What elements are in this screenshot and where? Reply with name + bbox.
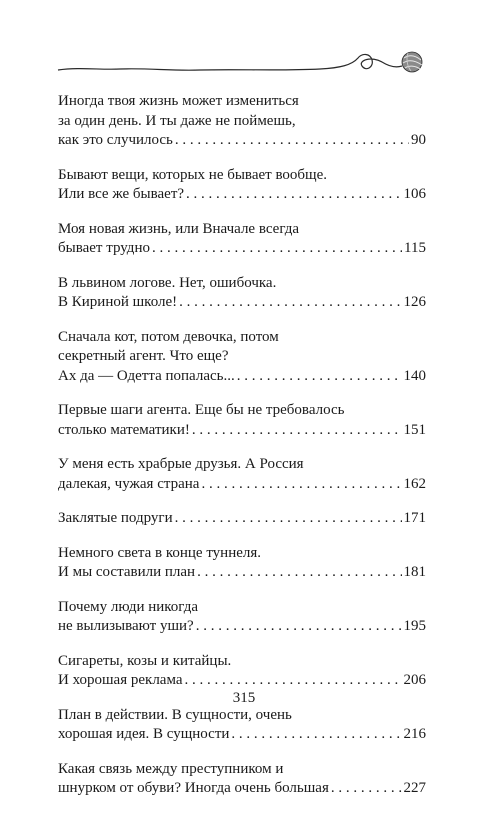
toc-entry-last-line xyxy=(58,475,426,495)
toc-entry[interactable] xyxy=(58,598,426,637)
dot-leader xyxy=(185,671,402,691)
dot-leader xyxy=(152,239,402,259)
dot-leader xyxy=(192,421,402,441)
dot-leader xyxy=(197,563,401,583)
toc-entry-last-line xyxy=(58,779,426,799)
toc-entry-title-line: И хорошая реклама xyxy=(58,672,183,688)
toc-entry-title-line: за один день. И ты даже не поймешь, xyxy=(58,112,296,129)
toc-entry-title-line: Бывают вещи, которых не бывает вообще. xyxy=(58,166,328,183)
toc-page-number: 227 xyxy=(403,780,426,796)
dot-leader xyxy=(231,725,401,745)
toc-entry[interactable] xyxy=(58,401,426,440)
toc-page-number: 140 xyxy=(403,367,426,384)
toc-entry[interactable] xyxy=(58,509,426,529)
yarn-ornament xyxy=(0,40,488,90)
toc-entry[interactable] xyxy=(58,760,426,799)
toc-entry-title-line: Или все же бывает? xyxy=(58,186,185,202)
toc-entry-last-line xyxy=(58,421,426,441)
toc-entry[interactable] xyxy=(58,166,426,205)
toc-entry-title-line: И мы составили план xyxy=(58,564,196,580)
toc-page-number: 106 xyxy=(403,186,426,202)
toc-entry-title-line: секретный агент. Что еще? xyxy=(58,348,229,364)
toc-page-number: 151 xyxy=(403,421,426,438)
toc-entry-title-line: Сигареты, козы и китайцы. xyxy=(58,652,232,669)
toc-entry-title-line: шнурком от обуви? Иногда очень большая xyxy=(58,780,329,796)
toc-entry-last-line xyxy=(58,239,426,259)
toc-entry-title-line: В Кириной школе! xyxy=(58,294,178,310)
toc-entry-title-line: Какая связь между преступником и xyxy=(58,760,284,777)
dot-leader xyxy=(196,617,402,637)
toc-entry-title-line: не вылизывают уши? xyxy=(58,618,194,634)
page-number: 315 xyxy=(232,690,256,706)
toc-entry-title-line: План в действии. В сущности, очень xyxy=(58,706,292,723)
toc-entry-title-line: далекая, чужая страна xyxy=(58,475,200,492)
toc-entry-last-line xyxy=(58,293,426,313)
dot-leader xyxy=(179,293,401,313)
toc-entry-title-line: как это случилось xyxy=(58,132,173,148)
toc-entry[interactable] xyxy=(58,455,426,494)
dot-leader xyxy=(186,185,401,205)
toc-entry[interactable] xyxy=(58,544,426,583)
toc-entry-last-line xyxy=(58,617,426,637)
toc-entry-title-line: Моя новая жизнь, или Вначале всегда xyxy=(58,220,300,237)
toc-entry-title-line: Сначала кот, потом девочка, потом xyxy=(58,328,279,345)
yarn-thread-line xyxy=(58,54,402,70)
toc-entry-title-line: столько математики! xyxy=(58,421,190,438)
toc-page-number: 171 xyxy=(403,510,426,526)
yarn-ball-icon xyxy=(402,52,422,72)
toc-entry-last-line xyxy=(58,563,426,583)
toc-page-number: 195 xyxy=(403,618,426,634)
toc-page-number: 162 xyxy=(403,475,426,492)
toc-entry-last-line xyxy=(58,185,426,205)
toc-entry-last-line xyxy=(58,725,426,745)
dot-leader xyxy=(175,509,402,529)
toc-entry[interactable] xyxy=(58,274,426,313)
dot-leader xyxy=(201,475,401,495)
toc-page-number: 90 xyxy=(411,132,426,148)
toc-entry[interactable] xyxy=(58,706,426,745)
toc-entry-title-line: Первые шаги агента. Еще бы не требовалось xyxy=(58,402,345,418)
toc-page-number: 115 xyxy=(404,240,426,256)
toc-entry-title-line: Иногда твоя жизнь может измениться xyxy=(58,93,299,109)
toc-entry[interactable] xyxy=(58,652,426,691)
toc-entry-last-line xyxy=(58,509,426,529)
toc-page-number: 216 xyxy=(403,726,426,742)
toc-entry-title-line: Заклятые подруги xyxy=(58,510,173,526)
toc-page-number: 206 xyxy=(403,672,426,688)
dot-leader xyxy=(237,367,402,387)
toc-entry-title-line: В львином логове. Нет, ошибочка. xyxy=(58,274,277,291)
toc-entry-title-line: бывает трудно xyxy=(58,240,150,256)
toc-entry-title-line: Ах да — Одетта попалась... xyxy=(58,367,235,384)
dot-leader xyxy=(331,779,402,799)
toc-entry-title-line: Немного света в конце туннеля. xyxy=(58,544,262,561)
toc-entry-title-line: Почему люди никогда xyxy=(58,598,199,615)
toc-entry[interactable] xyxy=(58,328,426,387)
toc-entry-title-line: хорошая идея. В сущности xyxy=(58,726,230,742)
toc-entry-title-line: У меня есть храбрые друзья. А Россия xyxy=(58,456,304,472)
toc-entry-last-line xyxy=(58,671,426,691)
dot-leader xyxy=(175,131,409,151)
toc-entry-last-line xyxy=(58,131,426,151)
toc-page-number: 126 xyxy=(403,294,426,310)
toc-page-number: 181 xyxy=(403,564,426,580)
toc-entry[interactable] xyxy=(58,92,426,151)
toc-entry-last-line xyxy=(58,367,426,387)
toc-entry[interactable] xyxy=(58,220,426,259)
